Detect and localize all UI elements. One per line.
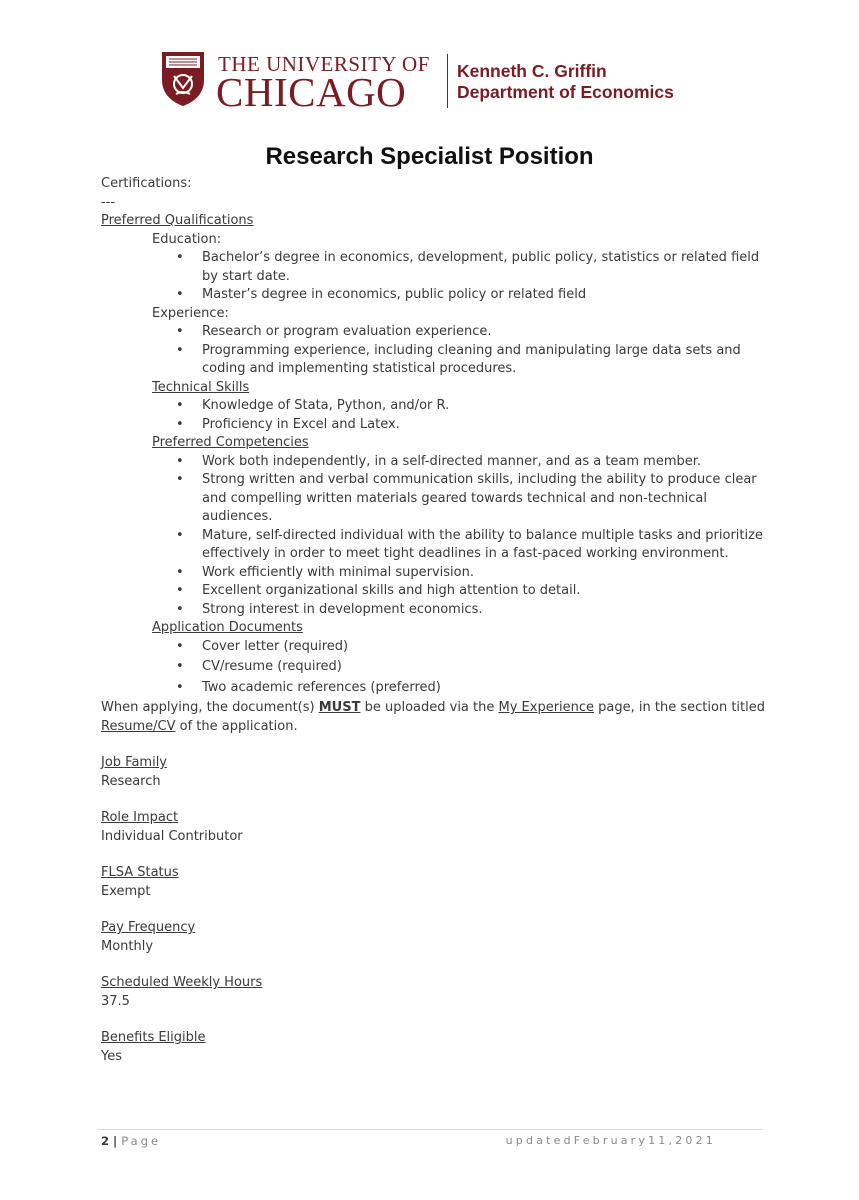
list-item: • Work both independently, in a self-directed manner, and as a team member. [202, 453, 766, 472]
education-list [101, 249, 766, 305]
list-item: • Bachelor’s degree in economics, development, public policy, statistics or related field by start date. [202, 249, 766, 286]
flsa-status-field [101, 864, 766, 901]
weekly-hours-label: Scheduled Weekly Hours [101, 975, 263, 990]
job-family-label: Job Family [101, 755, 168, 770]
experience-list [101, 323, 766, 379]
applying-note [101, 699, 766, 736]
flsa-status-value: Exempt [101, 883, 151, 899]
applying-note-text: page, in the section titled [594, 700, 765, 715]
list-item: • Excellent organizational skills and high attention to detail. [202, 582, 766, 601]
list-item: • Strong written and verbal communication skills, including the ability to produce clear and compelling written materials geared towards technical and non-technical audiences. [202, 471, 766, 527]
department-name-line1: Kenneth C. Griffin [457, 61, 607, 81]
university-name-line1: THE UNIVERSITY OF [218, 52, 430, 76]
list-item: • Master’s degree in economics, public policy or related field [202, 286, 766, 305]
university-name-line2: CHICAGO [216, 69, 407, 115]
pay-frequency-value: Monthly [101, 938, 154, 954]
list-item: • Mature, self-directed individual with the ability to balance multiple tasks and prioritize effectively in order to meet tight deadlines in a fast-paced working environment. [202, 527, 766, 564]
university-shield-icon [160, 50, 206, 108]
list-item: • Programming experience, including cleaning and manipulating large data sets and coding and implementing statistical procedures. [202, 342, 766, 379]
list-item: • Strong interest in development economics. [202, 601, 766, 620]
resume-cv-section-name: Resume/CV [101, 718, 176, 734]
page-number-value: 2 [101, 1134, 110, 1148]
list-item: • Cover letter (required) [202, 638, 766, 657]
applying-note-text: of the application. [175, 718, 298, 734]
certifications-value: --- [101, 194, 116, 210]
preferred-competencies-label: Preferred Competencies [152, 435, 309, 450]
job-family-field [101, 754, 766, 791]
pay-frequency-field [101, 919, 766, 956]
application-documents-label: Application Documents [152, 620, 303, 635]
footer-divider [97, 1129, 762, 1130]
page-title: Research Specialist Position [265, 143, 594, 170]
pay-frequency-label: Pay Frequency [101, 920, 196, 935]
university-logo [160, 50, 720, 114]
certifications-label: Certifications: [101, 176, 192, 191]
role-impact-value: Individual Contributor [101, 828, 243, 844]
list-item: • Proficiency in Excel and Latex. [202, 416, 766, 435]
applying-note-must: MUST [318, 700, 361, 715]
preferred-qualifications-heading: Preferred Qualifications [101, 213, 254, 228]
role-impact-label: Role Impact [101, 810, 179, 825]
benefits-eligible-value: Yes [101, 1048, 122, 1064]
education-label: Education: [152, 231, 222, 247]
experience-label: Experience: [152, 305, 229, 321]
technical-skills-list [101, 397, 766, 434]
weekly-hours-field [101, 974, 766, 1011]
job-family-value: Research [101, 773, 161, 789]
competencies-list [101, 453, 766, 620]
updated-date: updatedFebruary11,2021 [505, 1134, 716, 1147]
benefits-eligible-label: Benefits Eligible [101, 1030, 206, 1045]
logo-divider [447, 54, 448, 108]
list-item: • CV/resume (required) [202, 658, 766, 677]
flsa-status-label: FLSA Status [101, 865, 179, 880]
document-body [101, 175, 766, 1066]
list-item: • Work efficiently with minimal supervision. [202, 564, 766, 583]
weekly-hours-value: 37.5 [101, 993, 130, 1009]
list-item: • Research or program evaluation experience. [202, 323, 766, 342]
my-experience-page-name: My Experience [498, 700, 595, 715]
page-word: Page [121, 1134, 162, 1148]
applying-note-text: When applying, the document(s) [101, 700, 319, 715]
benefits-eligible-field [101, 1029, 766, 1066]
list-item: • Knowledge of Stata, Python, and/or R. [202, 397, 766, 416]
page-number-separator: | [109, 1134, 122, 1148]
application-documents-list [101, 638, 766, 698]
role-impact-field [101, 809, 766, 846]
page-number [101, 1134, 161, 1148]
department-name-line2: Department of Economics [457, 82, 674, 102]
applying-note-text: be uploaded via the [360, 700, 499, 715]
technical-skills-label: Technical Skills [152, 379, 250, 395]
list-item: • Two academic references (preferred) [202, 679, 766, 698]
